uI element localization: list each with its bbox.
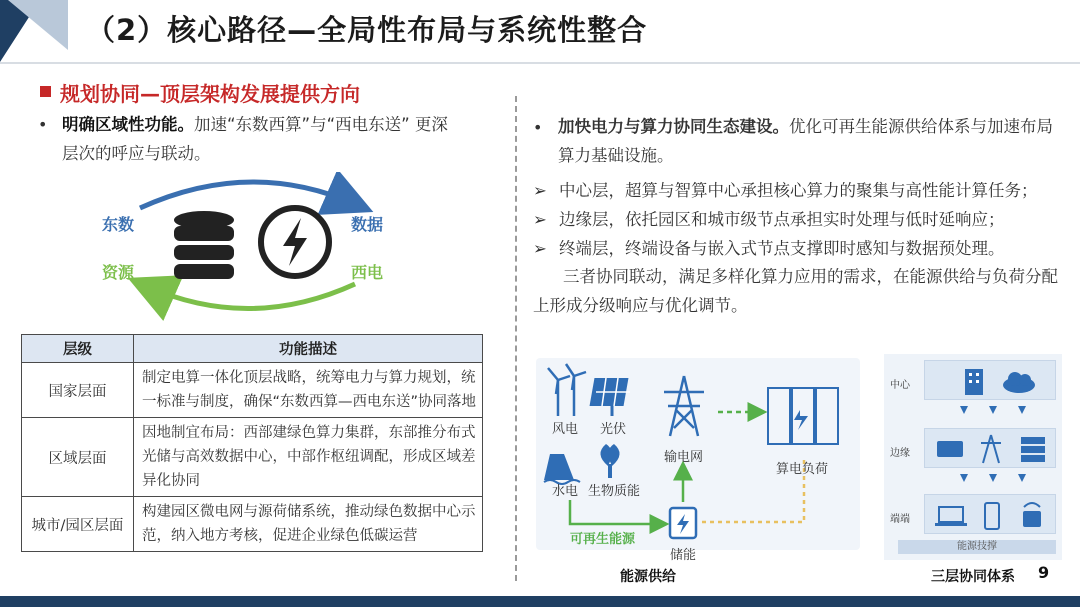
summary-text: 三者协同联动，满足多样化算力应用的需求，在能源供给与负荷分配上形成分级响应与优化调节。	[533, 267, 1058, 315]
laptop-icon	[935, 507, 967, 526]
label-data: 数据	[351, 215, 384, 234]
table-row	[22, 418, 483, 497]
transmission-tower-icon	[664, 376, 704, 436]
right-bullet-bold: 加快电力与算力协同生态建设。	[558, 117, 789, 136]
table-cell-level: 国家层面	[22, 363, 134, 418]
label-biomass: 生物质能	[588, 484, 641, 499]
wind-turbine-icon	[548, 364, 586, 416]
edge-layer-icons	[925, 429, 1057, 469]
label-load: 算电负荷	[776, 462, 829, 477]
illustration-graphics	[100, 172, 400, 322]
bullet-dot: •	[38, 115, 48, 134]
energy-caption: 能源供给	[620, 569, 676, 585]
table-header-desc: 功能描述	[134, 335, 483, 363]
server-rack-icon	[768, 388, 838, 444]
table-row	[22, 363, 483, 418]
function-table	[21, 334, 483, 552]
right-bullet-body: 优化可再生能源供给体系与加速布局算力基础设施。	[558, 117, 1053, 165]
solar-panel-icon	[590, 378, 630, 416]
table-cell-level: 区域层面	[22, 418, 134, 497]
label-renewable: 可再生能源	[570, 532, 636, 547]
table-cell-level: 城市/园区层面	[22, 497, 134, 552]
phone-icon	[985, 503, 999, 529]
database-icon	[174, 211, 234, 279]
energy-support-bar: 能源技撑	[898, 540, 1056, 554]
list-item-text: 终端层，终端设备与嵌入式节点支撑即时感知与数据预处理。	[559, 239, 1005, 258]
table-cell-desc: 因地制宜布局：西部建绿色算力集群，东部推分布式光储与高效数据中心，中部作枢纽调配，形成区域差异化协同	[134, 418, 483, 497]
label-storage: 储能	[670, 548, 697, 563]
left-bullet-body: 加速“东数西算”与“西电东送” 更深层次的呼应与联动。	[62, 115, 448, 163]
list-item	[533, 234, 1073, 263]
iot-device-icon	[1023, 503, 1041, 527]
layer-box-terminal	[924, 494, 1056, 534]
layer-label-terminal: 端端	[890, 514, 910, 525]
list-item-text: 边缘层，依托园区和城市级节点承担实时处理与低时延响应；	[559, 210, 1005, 229]
table-cell-desc: 构建园区微电网与源荷储系统，推动绿色数据中心示范，纳入地方考核，促进企业绿色低碳运营	[134, 497, 483, 552]
slide-header	[0, 0, 1080, 62]
header-corner-light	[8, 0, 68, 50]
layer-list	[533, 176, 1073, 263]
label-solar: 光伏	[600, 422, 627, 437]
left-bullet-bold: 明确区域性功能。	[62, 115, 194, 134]
table-cell-desc: 制定电算一体化顶层战略，统筹电力与算力规划，统一标准与制度，确保“东数西算—西电东送”协同落地	[134, 363, 483, 418]
section-title: 规划协同—顶层架构发展提供方向	[60, 82, 360, 106]
label-wind: 风电	[552, 422, 579, 437]
header-divider	[0, 62, 1080, 64]
label-east-number: 东数	[102, 215, 135, 234]
building-icon	[965, 369, 983, 395]
center-layer-icons	[925, 361, 1057, 401]
gateway-icon	[937, 441, 963, 457]
bottom-flow-arrow	[146, 284, 355, 309]
tower-icon	[981, 435, 1001, 463]
biomass-leaf-icon	[600, 444, 619, 478]
footer-bar	[0, 596, 1080, 607]
energy-supply-diagram	[536, 358, 862, 574]
section-marker	[40, 86, 51, 97]
lightning-bolt-icon	[261, 208, 329, 276]
table-header-level: 层级	[22, 335, 134, 363]
east-west-illustration	[100, 172, 400, 322]
label-resource: 资源	[102, 263, 135, 282]
cloud-icon	[1003, 372, 1035, 393]
table-row	[22, 497, 483, 552]
left-bullet-text	[62, 110, 462, 168]
right-bullet-text	[558, 112, 1063, 170]
page-number: 9	[1038, 563, 1050, 582]
label-hydro: 水电	[552, 484, 579, 499]
arrow-bullet-icon: ➢	[533, 181, 547, 200]
label-grid: 输电网	[664, 450, 704, 465]
layer-label-center: 中心	[890, 380, 910, 391]
list-item	[533, 205, 1073, 234]
server-icon	[1021, 437, 1045, 462]
layer-box-center	[924, 360, 1056, 400]
layers-caption: 三层协同体系	[931, 569, 1015, 585]
arrow-bullet-icon: ➢	[533, 210, 547, 229]
table-header-row	[22, 335, 483, 363]
layer-label-edge: 边缘	[890, 448, 910, 459]
arrow-bullet-icon: ➢	[533, 239, 547, 258]
battery-storage-icon	[670, 508, 696, 538]
label-west-power: 西电	[351, 263, 384, 282]
three-layer-diagram	[884, 354, 1062, 560]
page-title: （2）核心路径—全局性布局与系统性整合	[86, 13, 648, 47]
bullet-dot: •	[533, 118, 543, 137]
renewable-to-storage-arrow	[570, 500, 662, 524]
list-item-text: 中心层，超算与智算中心承担核心算力的聚集与高性能计算任务；	[559, 181, 1038, 200]
terminal-layer-icons	[925, 495, 1057, 535]
layer-box-edge	[924, 428, 1056, 468]
list-item	[533, 176, 1073, 205]
top-flow-arrow	[140, 182, 355, 208]
column-divider	[515, 96, 517, 581]
